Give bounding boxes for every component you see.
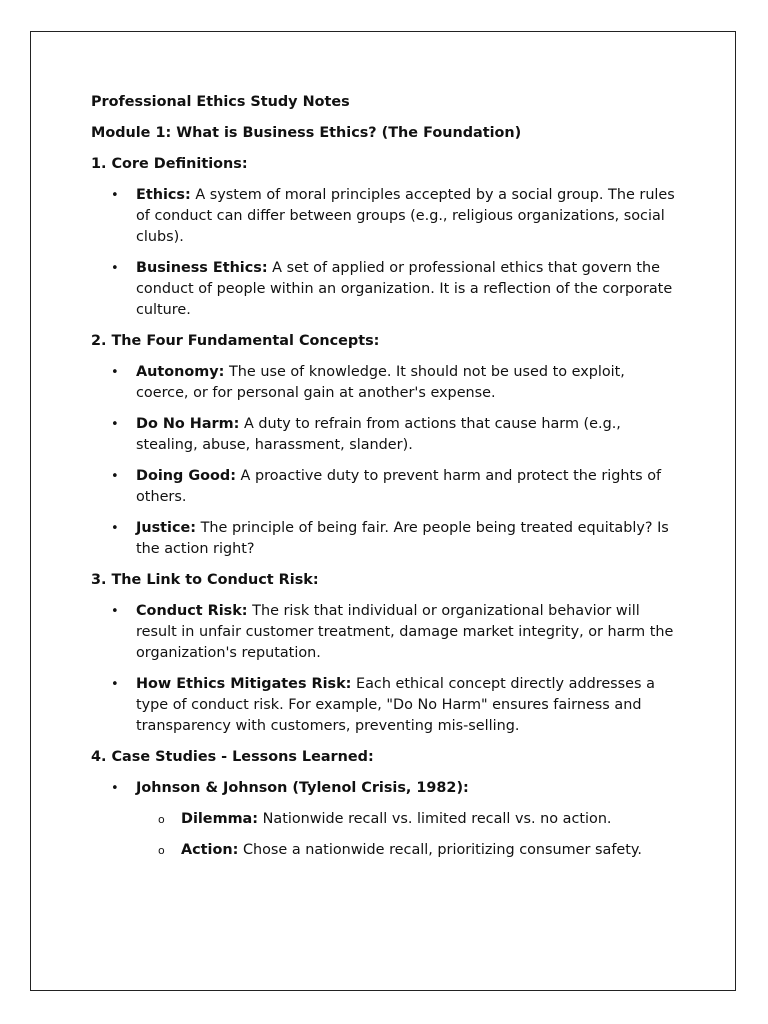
bullet-list bbox=[91, 778, 681, 861]
bullet-marker: • bbox=[111, 781, 119, 796]
bullet-marker: • bbox=[111, 604, 119, 619]
sub-bullet-marker: o bbox=[158, 813, 165, 826]
item-term: Conduct Risk: bbox=[136, 603, 248, 619]
item-text: Each ethical concept directly addresses a type of conduct risk. For example, "Do No Harm" ensures fairness and transparency with customers, preventing mis-selling. bbox=[136, 676, 655, 734]
sub-bullet-list bbox=[136, 809, 681, 861]
item-term: How Ethics Mitigates Risk: bbox=[136, 676, 352, 692]
list-item bbox=[91, 778, 681, 861]
item-text: A system of moral principles accepted by a social group. The rules of conduct can differ between groups (e.g., religious organizations, social clubs). bbox=[136, 187, 675, 245]
list-item bbox=[91, 518, 681, 560]
document-content bbox=[91, 92, 681, 871]
item-text: The risk that individual or organizational behavior will result in unfair customer treatment, damage market integrity, or harm the organization's reputation. bbox=[136, 603, 674, 661]
section-heading-conduct-risk: 3. The Link to Conduct Risk: bbox=[91, 572, 319, 588]
bullet-marker: • bbox=[111, 261, 119, 276]
item-text: A duty to refrain from actions that cause harm (e.g., stealing, abuse, harassment, slander). bbox=[136, 416, 621, 453]
item-text: The principle of being fair. Are people being treated equitably? Is the action right? bbox=[136, 520, 669, 557]
list-item bbox=[91, 362, 681, 404]
sub-list-item bbox=[136, 809, 681, 830]
document-title: Professional Ethics Study Notes bbox=[91, 94, 350, 110]
sub-item-text: Chose a nationwide recall, prioritizing consumer safety. bbox=[238, 842, 642, 858]
section-heading-core-definitions: 1. Core Definitions: bbox=[91, 156, 248, 172]
sub-list-item bbox=[136, 840, 681, 861]
list-item bbox=[91, 674, 681, 737]
item-term: Autonomy: bbox=[136, 364, 225, 380]
item-text: The use of knowledge. It should not be used to exploit, coerce, or for personal gain at another's expense. bbox=[136, 364, 625, 401]
item-term: Business Ethics: bbox=[136, 260, 268, 276]
bullet-marker: • bbox=[111, 521, 119, 536]
list-item bbox=[91, 258, 681, 321]
sub-bullet-marker: o bbox=[158, 844, 165, 857]
item-term: Do No Harm: bbox=[136, 416, 240, 432]
list-item bbox=[91, 601, 681, 664]
module-title: Module 1: What is Business Ethics? (The Foundation) bbox=[91, 125, 522, 141]
item-text: A proactive duty to prevent harm and protect the rights of others. bbox=[136, 468, 662, 505]
bullet-list bbox=[91, 601, 681, 737]
list-item bbox=[91, 185, 681, 248]
item-term: Ethics: bbox=[136, 187, 191, 203]
sub-item-term: Action: bbox=[181, 842, 239, 858]
document-page bbox=[30, 31, 736, 991]
bullet-marker: • bbox=[111, 365, 119, 380]
item-text: A set of applied or professional ethics that govern the conduct of people within an organization. It is a reflection of the corporate culture. bbox=[136, 260, 673, 318]
item-term: Justice: bbox=[136, 520, 197, 536]
sub-item-text: Nationwide recall vs. limited recall vs. no action. bbox=[258, 811, 612, 827]
item-term: Johnson & Johnson (Tylenol Crisis, 1982): bbox=[136, 780, 469, 796]
list-item bbox=[91, 466, 681, 508]
section-heading-case-studies: 4. Case Studies - Lessons Learned: bbox=[91, 749, 374, 765]
bullet-marker: • bbox=[111, 677, 119, 692]
bullet-marker: • bbox=[111, 469, 119, 484]
list-item bbox=[91, 414, 681, 456]
bullet-marker: • bbox=[111, 188, 119, 203]
bullet-marker: • bbox=[111, 417, 119, 432]
sub-item-term: Dilemma: bbox=[181, 811, 259, 827]
section-heading-fundamental-concepts: 2. The Four Fundamental Concepts: bbox=[91, 333, 380, 349]
bullet-list bbox=[91, 362, 681, 560]
item-term: Doing Good: bbox=[136, 468, 236, 484]
bullet-list bbox=[91, 185, 681, 321]
